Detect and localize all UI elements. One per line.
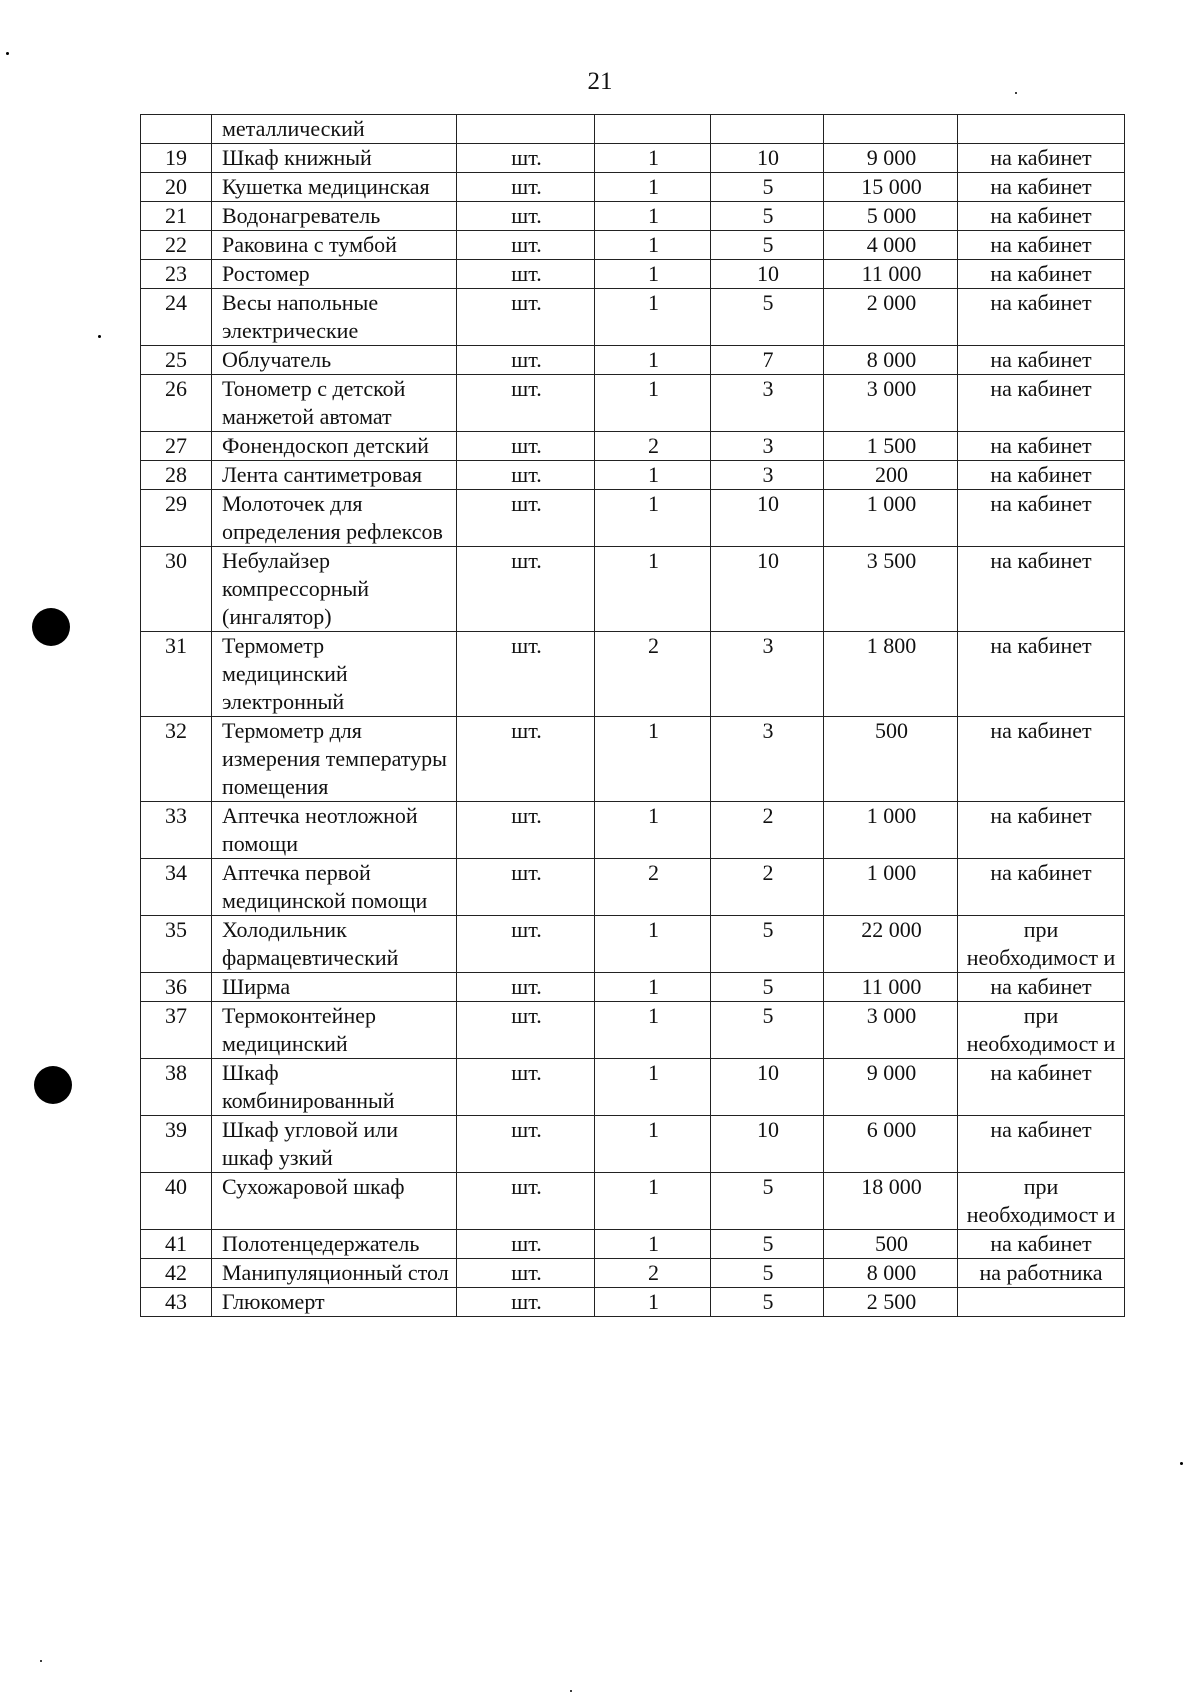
table-row [141, 231, 1125, 260]
price-cell [824, 115, 958, 144]
price-cell: 1 500 [824, 432, 958, 461]
scan-speck [1015, 92, 1017, 94]
unit-of-measure-cell: шт. [457, 1002, 595, 1059]
table-row [141, 432, 1125, 461]
quantity-cell: 2 [595, 859, 711, 916]
quantity-cell: 1 [595, 973, 711, 1002]
unit-of-measure-cell: шт. [457, 1259, 595, 1288]
table-row [141, 115, 1125, 144]
item-name-cell: Небулайзер компрессорный (ингалятор) [212, 547, 457, 632]
item-name-cell: Полотенцедержатель [212, 1230, 457, 1259]
price-cell: 2 000 [824, 289, 958, 346]
note-cell: на кабинет [958, 461, 1125, 490]
unit-of-measure-cell: шт. [457, 632, 595, 717]
service-life-cell: 5 [711, 916, 824, 973]
quantity-cell: 1 [595, 461, 711, 490]
quantity-cell: 1 [595, 231, 711, 260]
price-cell: 11 000 [824, 973, 958, 1002]
row-number-cell: 27 [141, 432, 212, 461]
unit-of-measure-cell: шт. [457, 289, 595, 346]
row-number-cell: 31 [141, 632, 212, 717]
scan-speck [570, 1690, 572, 1692]
quantity-cell: 1 [595, 375, 711, 432]
unit-of-measure-cell: шт. [457, 202, 595, 231]
note-cell: на кабинет [958, 632, 1125, 717]
note-cell: на кабинет [958, 717, 1125, 802]
table-row [141, 144, 1125, 173]
note-cell: на кабинет [958, 802, 1125, 859]
table-row [141, 490, 1125, 547]
note-cell: на кабинет [958, 1230, 1125, 1259]
scan-speck [1180, 1462, 1183, 1465]
price-cell: 500 [824, 1230, 958, 1259]
item-name-cell: металлический [212, 115, 457, 144]
service-life-cell: 2 [711, 859, 824, 916]
table-row [141, 1288, 1125, 1317]
price-cell: 1 000 [824, 490, 958, 547]
quantity-cell: 1 [595, 346, 711, 375]
note-cell: на кабинет [958, 375, 1125, 432]
item-name-cell: Манипуляционный стол [212, 1259, 457, 1288]
price-cell: 2 500 [824, 1288, 958, 1317]
service-life-cell [711, 115, 824, 144]
unit-of-measure-cell: шт. [457, 346, 595, 375]
item-name-cell: Термометр медицинский электронный [212, 632, 457, 717]
note-cell: при необходимост и [958, 1173, 1125, 1230]
table-row [141, 632, 1125, 717]
service-life-cell: 3 [711, 432, 824, 461]
unit-of-measure-cell: шт. [457, 173, 595, 202]
item-name-cell: Раковина с тумбой [212, 231, 457, 260]
unit-of-measure-cell: шт. [457, 916, 595, 973]
service-life-cell: 3 [711, 717, 824, 802]
unit-of-measure-cell: шт. [457, 490, 595, 547]
service-life-cell: 5 [711, 202, 824, 231]
service-life-cell: 10 [711, 547, 824, 632]
price-cell: 11 000 [824, 260, 958, 289]
note-cell: при необходимост и [958, 916, 1125, 973]
quantity-cell: 1 [595, 144, 711, 173]
note-cell: на кабинет [958, 144, 1125, 173]
quantity-cell: 1 [595, 1059, 711, 1116]
item-name-cell: Молоточек для определения рефлексов [212, 490, 457, 547]
service-life-cell: 5 [711, 173, 824, 202]
note-cell: на кабинет [958, 1059, 1125, 1116]
service-life-cell: 3 [711, 461, 824, 490]
price-cell: 18 000 [824, 1173, 958, 1230]
item-name-cell: Кушетка медицинская [212, 173, 457, 202]
item-name-cell: Ростомер [212, 260, 457, 289]
quantity-cell: 1 [595, 173, 711, 202]
service-life-cell: 10 [711, 260, 824, 289]
note-cell: на кабинет [958, 202, 1125, 231]
note-cell: на кабинет [958, 260, 1125, 289]
item-name-cell: Сухожаровой шкаф [212, 1173, 457, 1230]
row-number-cell: 37 [141, 1002, 212, 1059]
item-name-cell: Весы напольные электрические [212, 289, 457, 346]
row-number-cell: 38 [141, 1059, 212, 1116]
item-name-cell: Тонометр с детской манжетой автомат [212, 375, 457, 432]
price-cell: 8 000 [824, 346, 958, 375]
price-cell: 9 000 [824, 144, 958, 173]
punch-hole-mark [32, 608, 70, 646]
item-name-cell: Облучатель [212, 346, 457, 375]
row-number-cell: 30 [141, 547, 212, 632]
price-cell: 1 000 [824, 802, 958, 859]
service-life-cell: 3 [711, 632, 824, 717]
table-row [141, 973, 1125, 1002]
quantity-cell: 1 [595, 1002, 711, 1059]
table-row [141, 346, 1125, 375]
quantity-cell: 1 [595, 202, 711, 231]
service-life-cell: 2 [711, 802, 824, 859]
price-cell: 5 000 [824, 202, 958, 231]
table-row [141, 289, 1125, 346]
item-name-cell: Водонагреватель [212, 202, 457, 231]
quantity-cell: 1 [595, 260, 711, 289]
table-row [141, 1230, 1125, 1259]
price-cell: 500 [824, 717, 958, 802]
service-life-cell: 5 [711, 1230, 824, 1259]
price-cell: 22 000 [824, 916, 958, 973]
service-life-cell: 5 [711, 1259, 824, 1288]
note-cell: на кабинет [958, 859, 1125, 916]
note-cell: на кабинет [958, 973, 1125, 1002]
price-cell: 3 000 [824, 375, 958, 432]
price-cell: 200 [824, 461, 958, 490]
quantity-cell: 1 [595, 490, 711, 547]
row-number-cell: 24 [141, 289, 212, 346]
quantity-cell: 2 [595, 432, 711, 461]
row-number-cell: 29 [141, 490, 212, 547]
note-cell: на работника [958, 1259, 1125, 1288]
note-cell: на кабинет [958, 346, 1125, 375]
item-name-cell: Ширма [212, 973, 457, 1002]
table-row [141, 859, 1125, 916]
equipment-table [140, 114, 1125, 1317]
quantity-cell: 1 [595, 1116, 711, 1173]
unit-of-measure-cell: шт. [457, 717, 595, 802]
item-name-cell: Глюкомерт [212, 1288, 457, 1317]
unit-of-measure-cell [457, 115, 595, 144]
service-life-cell: 5 [711, 973, 824, 1002]
table-row [141, 1116, 1125, 1173]
table-row [141, 202, 1125, 231]
scan-speck [6, 52, 9, 55]
row-number-cell: 20 [141, 173, 212, 202]
unit-of-measure-cell: шт. [457, 260, 595, 289]
row-number-cell: 40 [141, 1173, 212, 1230]
row-number-cell: 34 [141, 859, 212, 916]
note-cell: на кабинет [958, 289, 1125, 346]
quantity-cell: 1 [595, 1288, 711, 1317]
service-life-cell: 10 [711, 144, 824, 173]
price-cell: 4 000 [824, 231, 958, 260]
row-number-cell: 25 [141, 346, 212, 375]
service-life-cell: 5 [711, 289, 824, 346]
note-cell: на кабинет [958, 231, 1125, 260]
note-cell [958, 1288, 1125, 1317]
service-life-cell: 10 [711, 1059, 824, 1116]
quantity-cell: 1 [595, 1173, 711, 1230]
service-life-cell: 10 [711, 490, 824, 547]
service-life-cell: 5 [711, 1288, 824, 1317]
note-cell: на кабинет [958, 432, 1125, 461]
item-name-cell: Фонендоскоп детский [212, 432, 457, 461]
table-row [141, 1002, 1125, 1059]
row-number-cell: 43 [141, 1288, 212, 1317]
unit-of-measure-cell: шт. [457, 432, 595, 461]
service-life-cell: 10 [711, 1116, 824, 1173]
unit-of-measure-cell: шт. [457, 461, 595, 490]
item-name-cell: Лента сантиметровая [212, 461, 457, 490]
table-row [141, 173, 1125, 202]
note-cell: на кабинет [958, 173, 1125, 202]
scan-speck [98, 335, 101, 338]
unit-of-measure-cell: шт. [457, 1230, 595, 1259]
price-cell: 8 000 [824, 1259, 958, 1288]
item-name-cell: Шкаф комбинированный [212, 1059, 457, 1116]
row-number-cell: 26 [141, 375, 212, 432]
unit-of-measure-cell: шт. [457, 144, 595, 173]
note-cell: на кабинет [958, 490, 1125, 547]
unit-of-measure-cell: шт. [457, 973, 595, 1002]
price-cell: 6 000 [824, 1116, 958, 1173]
price-cell: 9 000 [824, 1059, 958, 1116]
note-cell: на кабинет [958, 547, 1125, 632]
row-number-cell: 41 [141, 1230, 212, 1259]
quantity-cell [595, 115, 711, 144]
row-number-cell: 21 [141, 202, 212, 231]
punch-hole-mark [34, 1066, 72, 1104]
service-life-cell: 7 [711, 346, 824, 375]
service-life-cell: 5 [711, 1173, 824, 1230]
quantity-cell: 2 [595, 1259, 711, 1288]
unit-of-measure-cell: шт. [457, 547, 595, 632]
service-life-cell: 5 [711, 1002, 824, 1059]
quantity-cell: 1 [595, 1230, 711, 1259]
item-name-cell: Аптечка неотложной помощи [212, 802, 457, 859]
table-row [141, 461, 1125, 490]
price-cell: 3 000 [824, 1002, 958, 1059]
quantity-cell: 1 [595, 717, 711, 802]
row-number-cell: 39 [141, 1116, 212, 1173]
price-cell: 1 800 [824, 632, 958, 717]
row-number-cell: 35 [141, 916, 212, 973]
note-cell: при необходимост и [958, 1002, 1125, 1059]
scan-speck [40, 1660, 42, 1662]
row-number-cell: 42 [141, 1259, 212, 1288]
row-number-cell: 36 [141, 973, 212, 1002]
unit-of-measure-cell: шт. [457, 1116, 595, 1173]
unit-of-measure-cell: шт. [457, 375, 595, 432]
table-row [141, 1059, 1125, 1116]
table-row [141, 375, 1125, 432]
item-name-cell: Шкаф угловой или шкаф узкий [212, 1116, 457, 1173]
note-cell [958, 115, 1125, 144]
service-life-cell: 5 [711, 231, 824, 260]
row-number-cell: 28 [141, 461, 212, 490]
row-number-cell: 19 [141, 144, 212, 173]
unit-of-measure-cell: шт. [457, 859, 595, 916]
table-row [141, 260, 1125, 289]
unit-of-measure-cell: шт. [457, 1288, 595, 1317]
table-row [141, 717, 1125, 802]
row-number-cell: 32 [141, 717, 212, 802]
unit-of-measure-cell: шт. [457, 231, 595, 260]
quantity-cell: 1 [595, 547, 711, 632]
quantity-cell: 1 [595, 916, 711, 973]
row-number-cell: 33 [141, 802, 212, 859]
quantity-cell: 1 [595, 289, 711, 346]
item-name-cell: Аптечка первой медицинской помощи [212, 859, 457, 916]
row-number-cell [141, 115, 212, 144]
table-row [141, 802, 1125, 859]
page-number: 21 [587, 68, 613, 95]
item-name-cell: Термометр для измерения температуры помещения [212, 717, 457, 802]
quantity-cell: 1 [595, 802, 711, 859]
table-row [141, 916, 1125, 973]
row-number-cell: 23 [141, 260, 212, 289]
service-life-cell: 3 [711, 375, 824, 432]
quantity-cell: 2 [595, 632, 711, 717]
price-cell: 1 000 [824, 859, 958, 916]
price-cell: 15 000 [824, 173, 958, 202]
table-row [141, 1173, 1125, 1230]
note-cell: на кабинет [958, 1116, 1125, 1173]
table-body [141, 115, 1125, 1317]
table-row [141, 547, 1125, 632]
table-row [141, 1259, 1125, 1288]
unit-of-measure-cell: шт. [457, 1173, 595, 1230]
unit-of-measure-cell: шт. [457, 1059, 595, 1116]
item-name-cell: Холодильник фармацевтический [212, 916, 457, 973]
item-name-cell: Шкаф книжный [212, 144, 457, 173]
unit-of-measure-cell: шт. [457, 802, 595, 859]
row-number-cell: 22 [141, 231, 212, 260]
price-cell: 3 500 [824, 547, 958, 632]
item-name-cell: Термоконтейнер медицинский [212, 1002, 457, 1059]
